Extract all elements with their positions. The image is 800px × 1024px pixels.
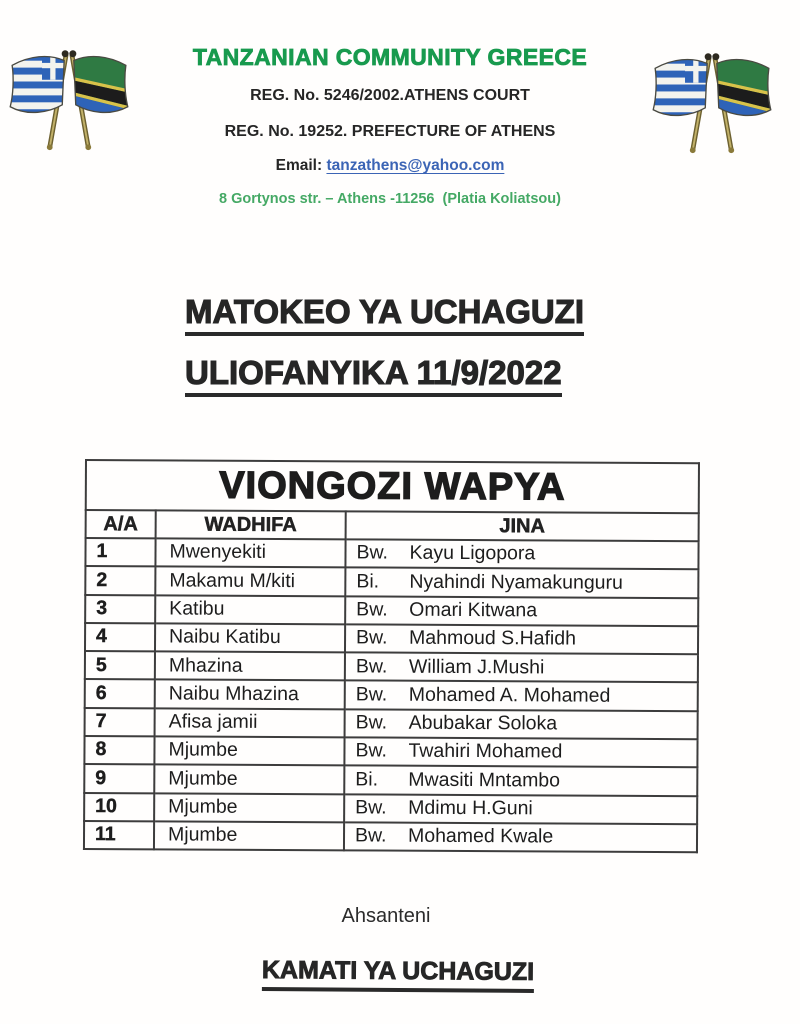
row-position: Naibu Mhazina bbox=[155, 680, 345, 709]
column-header-aa: A/A bbox=[86, 510, 156, 538]
name-prefix: Bi. bbox=[356, 570, 380, 593]
row-position: Naibu Katibu bbox=[155, 623, 345, 652]
table-header-row bbox=[86, 510, 699, 541]
name-value: Mwasiti Mntambo bbox=[408, 768, 561, 792]
row-number: 3 bbox=[85, 595, 155, 624]
name-value: Mahmoud S.Hafidh bbox=[409, 626, 577, 650]
name-value: William J.Mushi bbox=[408, 655, 545, 678]
name-value: Mohamed A. Mohamed bbox=[408, 683, 611, 707]
results-title bbox=[185, 293, 584, 415]
registration-line-1: REG. No. 5246/2002.ATHENS COURT bbox=[250, 87, 530, 104]
table-row bbox=[84, 793, 697, 825]
row-name bbox=[345, 653, 698, 683]
name-value: Nyahindi Nyamakunguru bbox=[409, 570, 623, 594]
name-prefix: Bw. bbox=[356, 626, 388, 649]
row-name bbox=[344, 737, 697, 767]
email-label: Email: bbox=[275, 157, 327, 174]
name-value: Twahiri Mohamed bbox=[408, 740, 563, 763]
row-number: 10 bbox=[84, 793, 154, 822]
row-name bbox=[345, 539, 698, 569]
name-prefix: Bw. bbox=[354, 824, 387, 847]
row-number: 4 bbox=[85, 623, 155, 652]
row-number: 7 bbox=[85, 708, 155, 737]
name-prefix: Bw. bbox=[355, 683, 388, 706]
row-name bbox=[345, 568, 698, 598]
row-name bbox=[344, 822, 697, 852]
results-title-line-1: MATOKEO YA UCHAGUZI bbox=[185, 293, 584, 336]
name-prefix: Bw. bbox=[356, 541, 389, 564]
row-name bbox=[345, 681, 698, 711]
name-prefix: Bw. bbox=[355, 711, 388, 734]
row-name bbox=[345, 709, 698, 739]
table-title: VIONGOZI WAPYA bbox=[86, 460, 699, 513]
row-number: 9 bbox=[84, 764, 154, 793]
row-number: 6 bbox=[85, 679, 155, 708]
name-prefix: Bw. bbox=[355, 796, 387, 819]
email-line bbox=[0, 157, 780, 175]
column-header-jina: JINA bbox=[346, 511, 699, 541]
row-name bbox=[344, 766, 697, 796]
name-value: Mdimu H.Guni bbox=[408, 796, 533, 820]
row-position: Afisa jamii bbox=[155, 708, 345, 737]
row-number: 1 bbox=[85, 538, 155, 567]
table-row bbox=[85, 538, 698, 570]
name-value: Omari Kitwana bbox=[409, 598, 538, 622]
table-row bbox=[85, 651, 698, 683]
row-name bbox=[345, 624, 698, 654]
committee-title: KAMATI YA UCHAGUZI bbox=[262, 956, 534, 993]
column-header-wadhifa: WADHIFA bbox=[156, 510, 346, 539]
name-prefix: Bw. bbox=[355, 739, 387, 763]
row-position: Katibu bbox=[155, 595, 345, 624]
name-value: Kayu Ligopora bbox=[409, 542, 536, 565]
row-position: Mwenyekiti bbox=[155, 538, 345, 567]
table-row bbox=[84, 736, 697, 768]
table-body bbox=[84, 538, 699, 852]
row-position: Mhazina bbox=[155, 652, 345, 681]
row-position: Makamu M/kiti bbox=[155, 567, 345, 596]
row-position: Mjumbe bbox=[154, 821, 344, 850]
table-row bbox=[85, 595, 698, 627]
row-number: 8 bbox=[84, 736, 154, 765]
table-row bbox=[85, 708, 698, 740]
results-title-line-2: ULIOFANYIKA 11/9/2022 bbox=[185, 354, 562, 397]
row-number: 11 bbox=[84, 821, 154, 850]
row-number: 5 bbox=[85, 651, 155, 680]
name-prefix: Bw. bbox=[355, 654, 388, 678]
table-row bbox=[85, 679, 698, 711]
name-prefix: Bw. bbox=[356, 598, 388, 621]
table-row bbox=[84, 821, 697, 853]
row-name bbox=[344, 794, 697, 824]
registration-line-2: REG. No. 19252. PREFECTURE OF ATHENS bbox=[224, 123, 556, 140]
committee-wrap bbox=[0, 954, 796, 995]
table-title-row bbox=[86, 460, 699, 513]
organization-name: TANZANIAN COMMUNITY GREECE bbox=[192, 44, 588, 70]
table-row bbox=[84, 764, 697, 796]
leaders-table bbox=[83, 459, 700, 853]
table-row bbox=[85, 623, 698, 655]
row-position: Mjumbe bbox=[154, 736, 344, 765]
name-value: Mohamed Kwale bbox=[407, 825, 554, 848]
name-value: Abubakar Soloka bbox=[408, 711, 558, 735]
table-row bbox=[85, 566, 698, 598]
email-link[interactable]: tanzathens@yahoo.com bbox=[326, 157, 505, 174]
row-name bbox=[345, 596, 698, 626]
address-line: 8 Gortynos str. – Athens -11256 (Platia Koliatsou) bbox=[219, 191, 561, 207]
thanks-text: Ahsanteni bbox=[341, 905, 431, 927]
row-position: Mjumbe bbox=[154, 793, 344, 822]
row-number: 2 bbox=[85, 566, 155, 595]
row-position: Mjumbe bbox=[154, 765, 344, 794]
name-prefix: Bi. bbox=[355, 768, 379, 791]
